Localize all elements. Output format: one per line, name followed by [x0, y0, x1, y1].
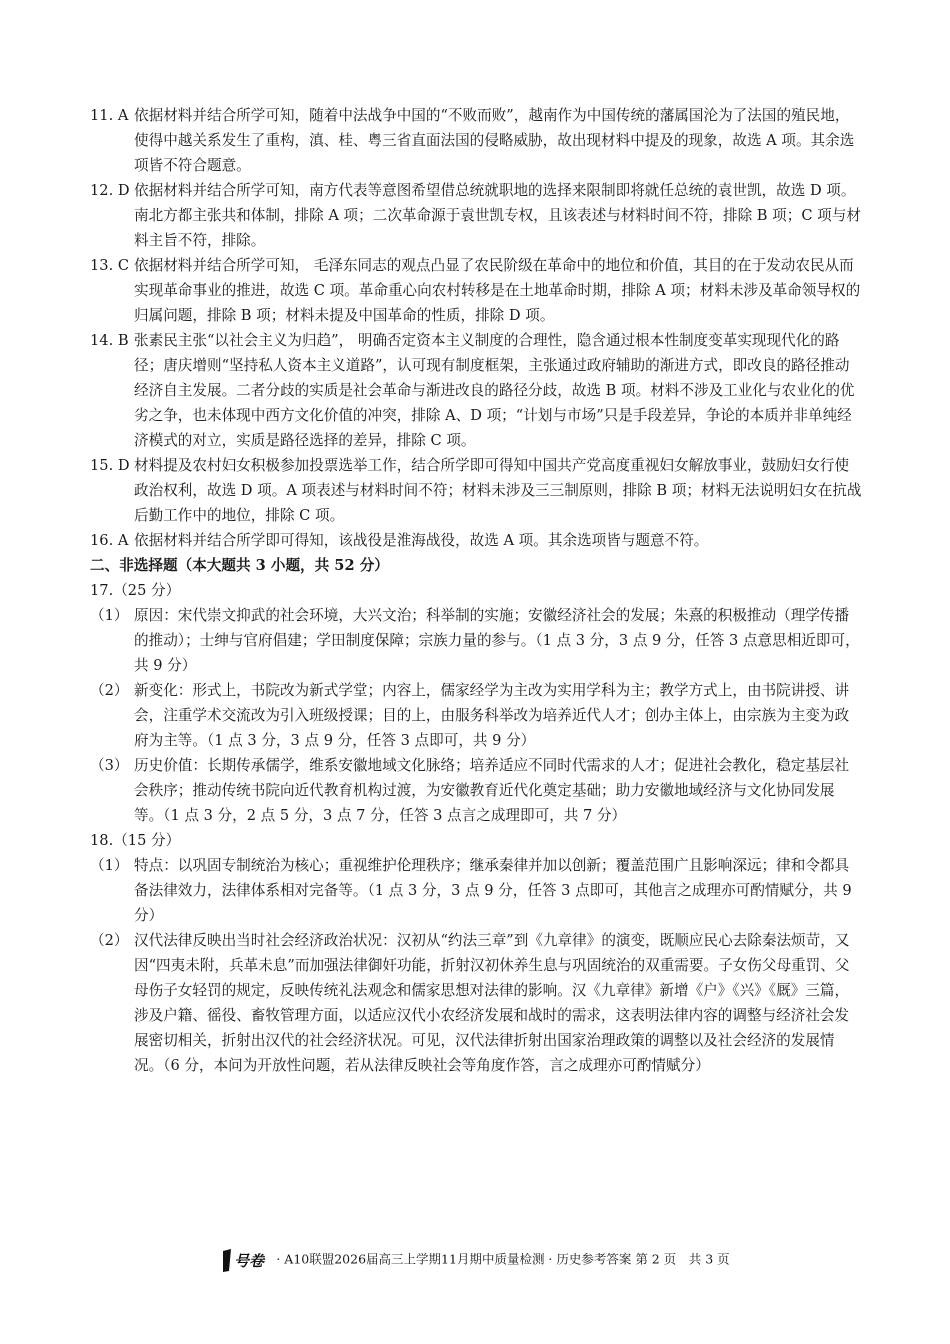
- part-text: 原因：宋代崇文抑武的社会环境，大兴文治；科举制的实施；安徽经济社会的发展；朱熹的积极推动（理学传播的推动）；士绅与官府倡建；学田制度保障；宗族力量的参与。（1 点 3 分，3 点 9 分，任答 3 点意思相近即可，共 9 分）: [134, 607, 860, 674]
- footer-text: · A10联盟2026届高三上学期11月期中质量检测 · 历史参考答案 第 2 页 共 3 页: [276, 1251, 730, 1267]
- q18-part-1: [90, 853, 862, 928]
- answer-content: [90, 103, 862, 1078]
- answer-item-13: [90, 253, 862, 328]
- answer-item-14: [90, 328, 862, 453]
- answer-explanation: 依据材料并结合所学可知，随着中法战争中国的“不败而败”，越南作为中国传统的藩属国沦为了法国的殖民地，使得中越关系发生了重构，滇、桂、粤三省直面法国的侵略威胁，故出现材料中提及的现象，故选 A 项。其余选项皆不符合题意。: [134, 107, 855, 174]
- answer-number: 12. D: [90, 182, 130, 199]
- answer-number: 15. D: [90, 457, 130, 474]
- answer-item-15: [90, 453, 862, 528]
- q17-part-3: [90, 753, 862, 828]
- q17-part-1: [90, 603, 862, 678]
- answer-explanation: 依据材料并结合所学即可得知，该战役是淮海战役，故选 A 项。其余选项皆与题意不符。: [134, 532, 709, 549]
- part-text: 历史价值：长期传承儒学，维系安徽地域文化脉络；培养适应不同时代需求的人才；促进社会教化，稳定基层社会秩序；推动传统书院向近代教育机构过渡，为安徽教育近代化奠定基础；助力安徽地域经济与文化协同发展等。（1 点 3 分，2 点 5 分，3 点 7 分，任答 3 点言之成理即可，共 7 分）: [134, 757, 850, 824]
- part-number: （3）: [90, 757, 129, 774]
- part-number: （1）: [90, 607, 129, 624]
- section-title: 二、非选择题（本大题共 3 小题，共 52 分）: [90, 557, 389, 574]
- svg-text:号卷: 号卷: [234, 1252, 265, 1270]
- answer-number: 13. C: [90, 257, 130, 274]
- answer-number: 16. A: [90, 532, 129, 549]
- part-number: （1）: [90, 857, 129, 874]
- part-text: 特点：以巩固专制统治为核心；重视维护伦理秩序；继承秦律并加以创新；覆盖范围广且影响深远；律和令都具备法律效力，法律体系相对完备等。（1 点 3 分，3 点 9 分，任答 3 点即可，其他言之成理亦可酌情赋分，共 9 分）: [134, 857, 852, 924]
- page-footer: [0, 1247, 950, 1273]
- part-text: 新变化：形式上，书院改为新式学堂；内容上，儒家经学为主改为实用学科为主；教学方式上，由书院讲授、讲会，注重学术交流改为引入班级授课；目的上，由服务科举改为培养近代人才；创办主体上，由宗族为主变为政府为主等。（1 点 3 分，3 点 9 分，任答 3 点即可，共 9 分）: [134, 682, 850, 749]
- q17-part-2: [90, 678, 862, 753]
- answer-explanation: 材料提及农村妇女积极参加投票选举工作，结合所学即可得知中国共产党高度重视妇女解放事业，鼓励妇女行使政治权利，故选 D 项。A 项表述与材料时间不符；材料未涉及三三制原则，排除 B 项；材料无法说明妇女在抗战后勤工作中的地位，排除 C 项。: [134, 457, 862, 524]
- brand-logo-icon: [220, 1247, 272, 1273]
- answer-number: 14. B: [90, 332, 129, 349]
- answer-number: 11. A: [90, 107, 129, 124]
- answer-explanation: 依据材料并结合所学可知，南方代表等意图希望借总统就职地的选择来限制即将就任总统的袁世凯，故选 D 项。南北方都主张共和体制，排除 A 项；二次革命源于袁世凯专权，且该表述与材料时间不符，排除 B 项；C 项与材料主旨不符，排除。: [134, 182, 861, 249]
- question-17-heading: 17.（25 分）: [90, 582, 181, 599]
- part-text: 汉代法律反映出当时社会经济政治状况：汉初从“约法三章”到《九章律》的演变，既顺应民心去除秦法烦苛，又因“四夷未附，兵革未息”而加强法律御奸功能，折射汉初休养生息与巩固统治的双重需要。子女伤父母重罚、父母伤子女轻罚的规定，反映传统礼法观念和儒家思想对法律的影响。汉《九章律》新增《户》《兴》《厩》三篇，涉及户籍、徭役、畜牧管理方面，以适应汉代小农经济发展和战时的需求，这表明法律内容的调整与经济社会发展密切相关，折射出汉代的社会经济状况。可见，汉代法律折射出国家治理政策的调整以及社会经济的发展情况。（6 分，本问为开放性问题，若从法律反映社会等角度作答，言之成理亦可酌情赋分）: [134, 932, 850, 1074]
- answer-explanation: 张素民主张“以社会主义为归趋”， 明确否定资本主义制度的合理性，隐含通过根本性制度变革实现现代化的路径；唐庆增则“坚持私人资本主义道路”，认可现有制度框架，主张通过政府辅助的渐进方式，即改良的路径推动经济自主发展。二者分歧的实质是社会革命与渐进改良的路径分歧，故选 B 项。材料不涉及工业化与农业化的优劣之争，也未体现中西方文化价值的冲突，排除 A、D 项；“计划与市场”只是手段差异，争论的本质并非单纯经济模式的对立，实质是路径选择的差异，排除 C 项。: [134, 332, 855, 449]
- part-number: （2）: [90, 932, 129, 949]
- answer-item-11: [90, 103, 862, 178]
- answer-item-12: [90, 178, 862, 253]
- question-18-heading: 18.（15 分）: [90, 832, 181, 849]
- answer-explanation: 依据材料并结合所学可知， 毛泽东同志的观点凸显了农民阶级在革命中的地位和价值，其目的在于发动农民从而实现革命事业的推进，故选 C 项。革命重心向农村转移是在土地革命时期，排除 A 项；材料未涉及革命领导权的归属问题，排除 B 项；材料未提及中国革命的性质，排除 D 项。: [134, 257, 861, 324]
- part-number: （2）: [90, 682, 129, 699]
- q18-part-2: [90, 928, 862, 1078]
- answer-item-16: [90, 528, 862, 553]
